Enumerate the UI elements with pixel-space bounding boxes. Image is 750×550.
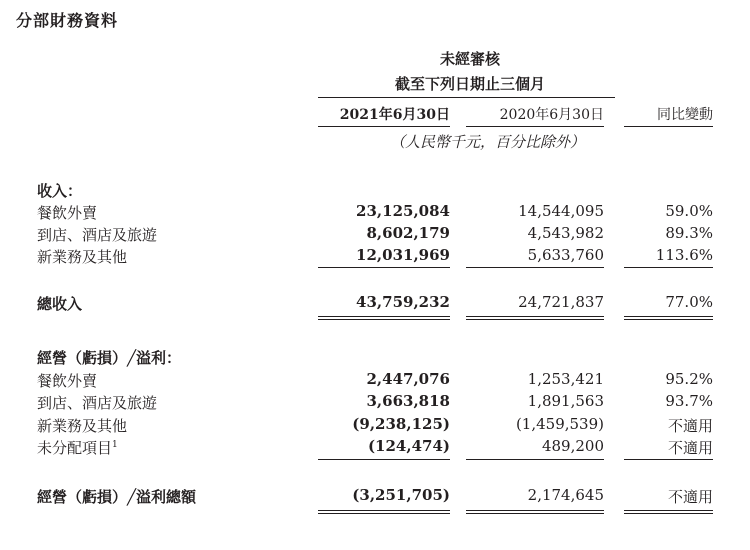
value-2021: 23,125,084 <box>356 202 450 220</box>
value-2020: 2,174,645 <box>527 486 604 504</box>
value-2021: 3,663,818 <box>366 392 450 410</box>
value-2021: 8,602,179 <box>366 224 450 242</box>
revenue-heading: 收入： <box>37 182 83 200</box>
row-label-text: 未分配項目 <box>37 439 113 457</box>
double-rule <box>318 510 450 511</box>
value-2021: (124,474) <box>367 437 450 455</box>
value-2020: 489,200 <box>541 437 604 455</box>
double-rule <box>318 513 450 514</box>
value-2021: 2,447,076 <box>366 370 450 388</box>
operating-total-label: 經營（虧損）╱溢利總額 <box>37 488 197 506</box>
double-rule <box>466 513 604 514</box>
period-underline <box>318 97 615 98</box>
row-label: 到店、酒店及旅遊 <box>37 394 158 412</box>
double-rule <box>624 319 713 320</box>
section-title: 分部財務資料 <box>16 11 119 30</box>
value-2021: (9,238,125) <box>352 415 450 433</box>
col-header-2021: 2021年6月30日 <box>339 107 450 123</box>
col-change-underline <box>624 126 713 127</box>
double-rule <box>318 316 450 317</box>
value-2020: 5,633,760 <box>527 246 604 264</box>
row-label <box>37 437 118 458</box>
value-2021: 12,031,969 <box>356 246 450 264</box>
value-change: 113.6% <box>655 246 713 264</box>
value-change: 不適用 <box>667 417 713 435</box>
subtotal-rule <box>318 459 450 460</box>
double-rule <box>624 513 713 514</box>
subtotal-rule <box>624 459 713 460</box>
row-label: 新業務及其他 <box>37 248 128 266</box>
double-rule <box>466 316 604 317</box>
subtotal-rule <box>466 267 604 268</box>
col-header-2020: 2020年6月30日 <box>499 107 604 123</box>
row-label: 新業務及其他 <box>37 417 128 435</box>
double-rule <box>624 510 713 511</box>
value-2020: 4,543,982 <box>527 224 604 242</box>
value-change: 77.0% <box>665 293 713 311</box>
operating-heading: 經營（虧損）╱溢利： <box>37 349 182 367</box>
period-header: 截至下列日期止三個月 <box>394 75 545 93</box>
double-rule <box>466 319 604 320</box>
subtotal-rule <box>466 459 604 460</box>
value-change: 93.7% <box>665 392 713 410</box>
value-change: 95.2% <box>665 370 713 388</box>
col-2021-underline <box>318 126 450 127</box>
value-change: 89.3% <box>665 224 713 242</box>
col-2020-underline <box>466 126 604 127</box>
subtotal-rule <box>624 267 713 268</box>
value-2021: (3,251,705) <box>352 486 450 504</box>
total-revenue-label: 總收入 <box>37 295 83 313</box>
value-change: 59.0% <box>665 202 713 220</box>
value-2020: 1,891,563 <box>527 392 604 410</box>
value-change: 不適用 <box>667 488 713 506</box>
audit-header: 未經審核 <box>439 50 500 68</box>
double-rule <box>624 316 713 317</box>
footnote-marker: 1 <box>112 440 118 450</box>
double-rule <box>318 319 450 320</box>
value-2020: 1,253,421 <box>527 370 604 388</box>
row-label: 到店、酒店及旅遊 <box>37 226 158 244</box>
row-label: 餐飲外賣 <box>37 204 98 222</box>
value-2020: (1,459,539) <box>515 415 604 433</box>
double-rule <box>466 510 604 511</box>
value-2021: 43,759,232 <box>356 293 450 311</box>
value-change: 不適用 <box>667 439 713 457</box>
value-2020: 14,544,095 <box>518 202 604 220</box>
row-label: 餐飲外賣 <box>37 372 98 390</box>
col-header-change: 同比變動 <box>657 107 713 123</box>
unit-note: （人民幣千元，百分比除外） <box>390 133 586 151</box>
subtotal-rule <box>318 267 450 268</box>
value-2020: 24,721,837 <box>518 293 604 311</box>
